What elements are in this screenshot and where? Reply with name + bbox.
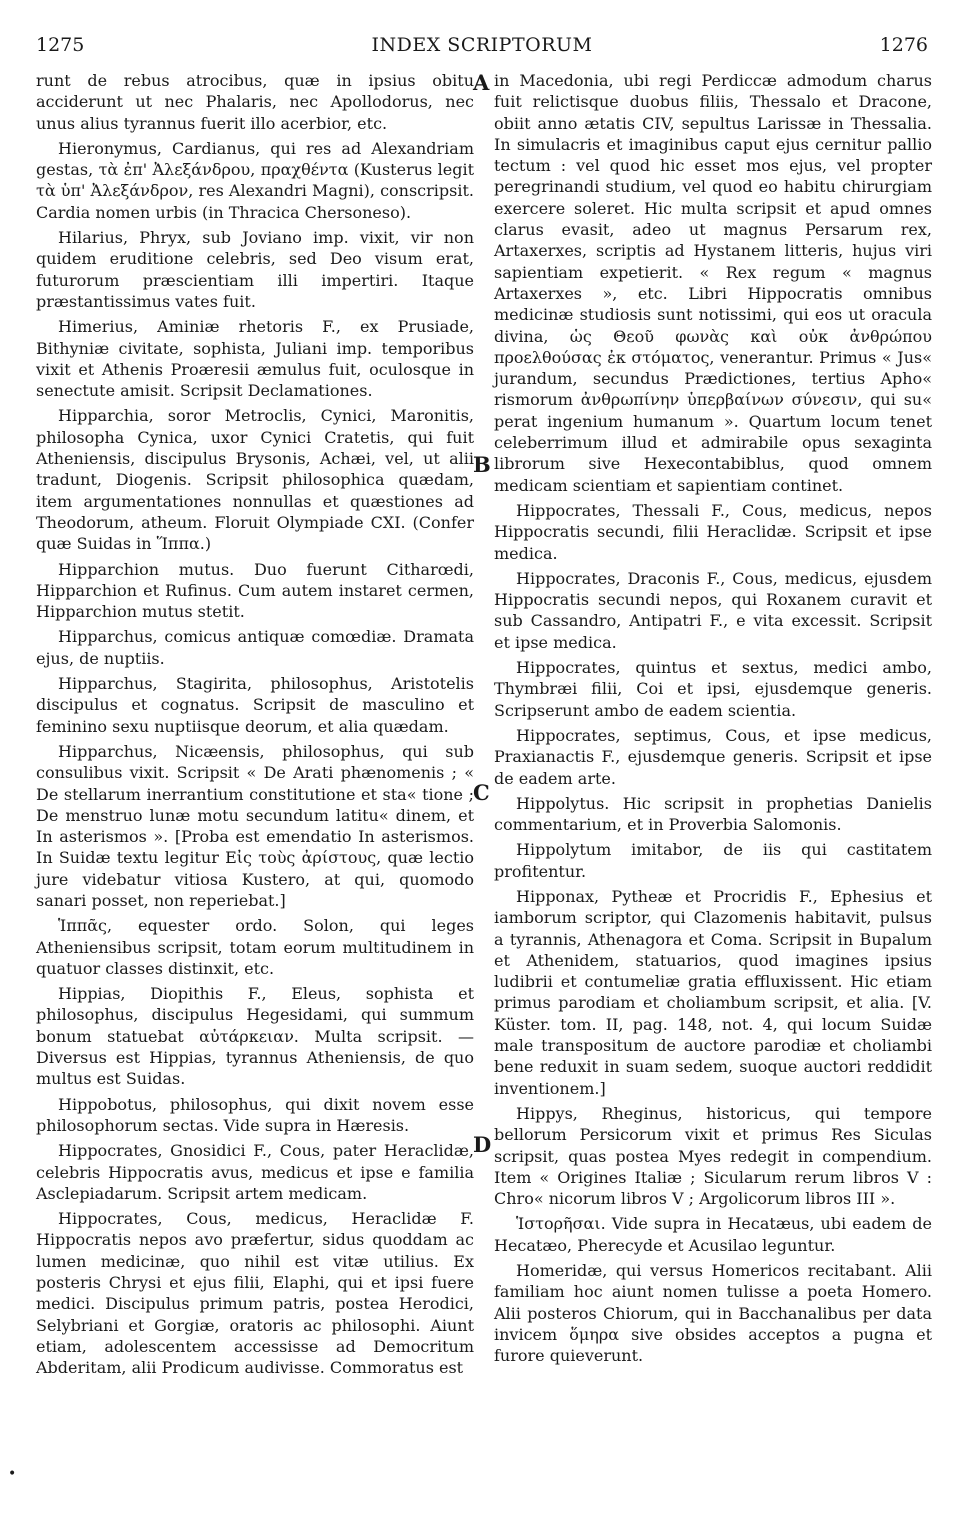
entry-paragraph: Hippocrates, quintus et sextus, medici ambo, Thymbræi filii, Coi et ipsi, ejusdemque generis. Scripserunt ambo de eadem scientia. xyxy=(494,658,932,720)
entry-paragraph: Hipponax, Pytheæ et Procridis F., Ephesius et iamborum scriptor, qui Clazomenis habitavit, pulsus a tyrannis, Athenagora et Coma. Scripsit in Bupalum et Athenidem, statuarios, quod imagines ipsius ludibrii et contumeliæ gratia effluxissent. Hic etiam primus parodiam et choliambum scripsit, et alia. [V. Küster. tom. II, pag. 148, not. 4, qui locum Suidæ male transpositum de auctore parodiæ et choliambi bene reduxit in suam sedem, suoque auctori reddidit inventionem.] xyxy=(494,886,932,1098)
stray-dot: • xyxy=(8,1466,17,1482)
entry-paragraph: Hipparchion mutus. Duo fuerunt Citharœdi, Hipparchion et Rufinus. Cum autem instaret cermen, Hipparchion mutus stetit. xyxy=(36,559,474,622)
entry-paragraph: Hippobotus, philosophus, qui dixit novem esse philosophorum sectas. Vide supra in Hæresis. xyxy=(36,1094,474,1135)
entry-paragraph: Hippocrates, Gnosidici F., Cous, pater Heraclidæ, celebris Hippocratis avus, medicus et ipse e familia Asclepiadarum. Scripsit artem medicam. xyxy=(36,1141,474,1203)
entry-paragraph: Ἱππᾶς, equester ordo. Solon, qui leges Atheniensibus scripsit, totam eorum multitudinem in quatuor classes distinxit, etc. xyxy=(36,916,474,978)
entry-paragraph: runt de rebus atrocibus, quæ in ipsius obitu acciderunt ut nec Phalaris, nec Apollodorus, nec unus alius tyrannus fuerit illo acerbior, etc. xyxy=(36,71,474,133)
margin-letter-a: A xyxy=(473,70,490,95)
entry-paragraph: Hipparchus, Stagirita, philosophus, Aristotelis discipulus et cognatus. Scripsit de masculino et feminino sexu nuptiisque deorum, et alia quædam. xyxy=(36,674,474,736)
margin-letter-b: B xyxy=(473,452,491,477)
entry-paragraph: Himerius, Aminiæ rhetoris F., ex Prusiade, Bithyniæ civitate, sophista, Juliani imp. temporibus vixit et Athenis Proæresii æmulus fuit, oculosque in senectute amisit. Scripsit Declamationes. xyxy=(36,317,474,401)
entry-paragraph: Hipparchus, comicus antiquæ comœdiæ. Dramata ejus, de nuptiis. xyxy=(36,627,474,668)
entry-paragraph: Homeridæ, qui versus Homericos recitabant. Alii familiam hoc aiunt nomen tulisse a poeta Homero. Alii posteros Chiorum, qui in Bacchanalibus per data invicem ὅμηρα sive obsides acceptos a pugna et furore quieverunt. xyxy=(494,1261,932,1366)
entry-paragraph: Ἱστορῆσαι. Vide supra in Hecatæus, ubi eadem de Hecatæo, Pherecyde et Acusilao leguntur. xyxy=(494,1214,932,1255)
entry-paragraph: Hieronymus, Cardianus, qui res ad Alexandriam gestas, τὰ ἐπ' Ἀλεξάνδρου, πραχθέντα (Kusterus legit τὰ ὑπ' Ἀλεξάνδρον, res Alexandri Magni), conscripsit. Cardia nomen urbis (in Thracica Chersoneso). xyxy=(36,138,474,222)
entry-paragraph: Hippolytus. Hic scripsit in prophetias Danielis commentarium, et in Proverbia Salomonis. xyxy=(494,793,932,835)
entry-paragraph: Hippias, Diopithis F., Eleus, sophista et philosophus, discipulus Hegesidami, qui summum bonum statuebat αὐτάρκειαν. Multa scripsit. — Diversus est Hippias, tyrannus Atheniensis, de quo multus est Suidas. xyxy=(36,984,474,1089)
entry-paragraph: Hippocrates, septimus, Cous, et ipse medicus, Praxianactis F., ejusdemque generis. Scripsit et ipse de eadem arte. xyxy=(494,725,932,788)
entry-paragraph: Hippocrates, Thessali F., Cous, medicus, nepos Hippocratis secundi, filii Heraclidæ. Scripsit et ipse medica. xyxy=(494,500,932,563)
margin-letter-d: D xyxy=(473,1132,492,1157)
entry-paragraph: Hippys, Rheginus, historicus, qui tempore bellorum Persicorum vixit et primus Res Siculas scripsit, quas postea Myes redegit in compendium. Item « Origines Italiæ ; Sicularum rerum libros V : Chro« nicorum libros V ; Argolicorum libros III ». xyxy=(494,1103,932,1209)
running-title: INDEX SCRIPTORUM xyxy=(371,34,593,56)
entry-paragraph: Hilarius, Phryx, sub Joviano imp. vixit, vir non quidem eruditione celebris, sed Deo visum erat, futurorum præscientiam illi impertiri. Itaque præstantissimus vates fuit. xyxy=(36,228,474,311)
entry-paragraph: Hippocrates, Draconis F., Cous, medicus, ejusdem Hippocratis secundi nepos, qui Roxanem curavit et sub Cassandro, Antipatri F., e vita excessit. Scripsit et ipse medica. xyxy=(494,568,932,652)
right-column xyxy=(494,70,932,1371)
entry-paragraph: Hipparchus, Nicæensis, philosophus, qui sub consulibus vixit. Scripsit « De Arati phænomenis ; « De stellarum inerrantium constitutione et sta« tione ; De menstruo lunæ motu secundum latitu« dinem, et In asterismos ». [Proba est emendatio In asterismos. In Suidæ textu legitur Εἰς τοὺς ἀρίστους, quæ lectio jure videbatur vitiosa Kustero, at qui, quomodo sanari posset, non reperiebat.] xyxy=(36,741,474,910)
page-number-right: 1276 xyxy=(879,34,928,56)
page-header xyxy=(36,34,928,62)
entry-paragraph: Hipparchia, soror Metroclis, Cynici, Maronitis, philosopha Cynica, uxor Cynici Cratetis, qui fuit Atheniensis, discipulus Brysonis, Achæi, vel, ut alii tradunt, Diogenis. Scripsit philosophica quædam, item argumentationes nonnullas et quæstiones ad Theodorum, atheum. Floruit Olympiade CXI. (Confer quæ Suidas in Ἵππα.) xyxy=(36,406,474,554)
left-column xyxy=(36,70,474,1383)
entry-paragraph: Hippocrates, Cous, medicus, Heraclidæ F. Hippocratis nepos avo præfertur, sidus quoddam ac lumen medicinæ, quo nihil est vitæ utilius. Ex posteris Chrysi et ejus filii, Elaphi, qui et ipsi fuere medici. Discipulus primum patris, postea Herodici, Selybriani et Gorgiæ, oratoris ac philosophi. Aiunt etiam, adolescentem accessisse ad Democritum Abderitam, alii Prodicum audivisse. Commoratus est xyxy=(36,1209,474,1378)
entry-paragraph: in Macedonia, ubi regi Perdiccæ admodum charus fuit relictisque duobus filiis, Thessalo et Dracone, obiit anno ætatis CIV, sepultus Larissæ in Thessalia. In simulacris et imaginibus caput ejus cernitur pallio tectum : vel quod hic esset mos ejus, vel propter peregrinandi studium, vel quod eo habitu chirurgiam exercere soleret. Hic multa scripsit et apud omnes clarus evasit, adeo ut magnus Persarum rex, Artaxerxes, scriptis ad Hystanem litteris, hujus viri sapientiam expetierit. « Rex regum « magnus Artaxerxes », etc. Libri Hippocratis omnibus medicinæ studiosis sunt notissimi, qui eos ut oracula divina, ὡς Θεοῦ φωνὰς καὶ οὐκ ἀνθρώπου προελθούσας ἐκ στόματος, venerantur. Primus « Jus« jurandum, secundus Prædictiones, tertius Apho« rismorum ἀνθρωπίνην ὑπερβαίνων σύνεσιν, qui su« perat ingenium humanum ». Quartum locum tenet celeberrimum illud et admirabile opus sexaginta librorum sive Hexecontabiblus, quod omnem medicam scientiam et sapientiam continet. xyxy=(494,71,932,495)
page-number-left: 1275 xyxy=(36,34,85,56)
margin-letter-c: C xyxy=(473,780,490,805)
entry-paragraph: Hippolytum imitabor, de iis qui castitatem profitentur. xyxy=(494,840,932,881)
